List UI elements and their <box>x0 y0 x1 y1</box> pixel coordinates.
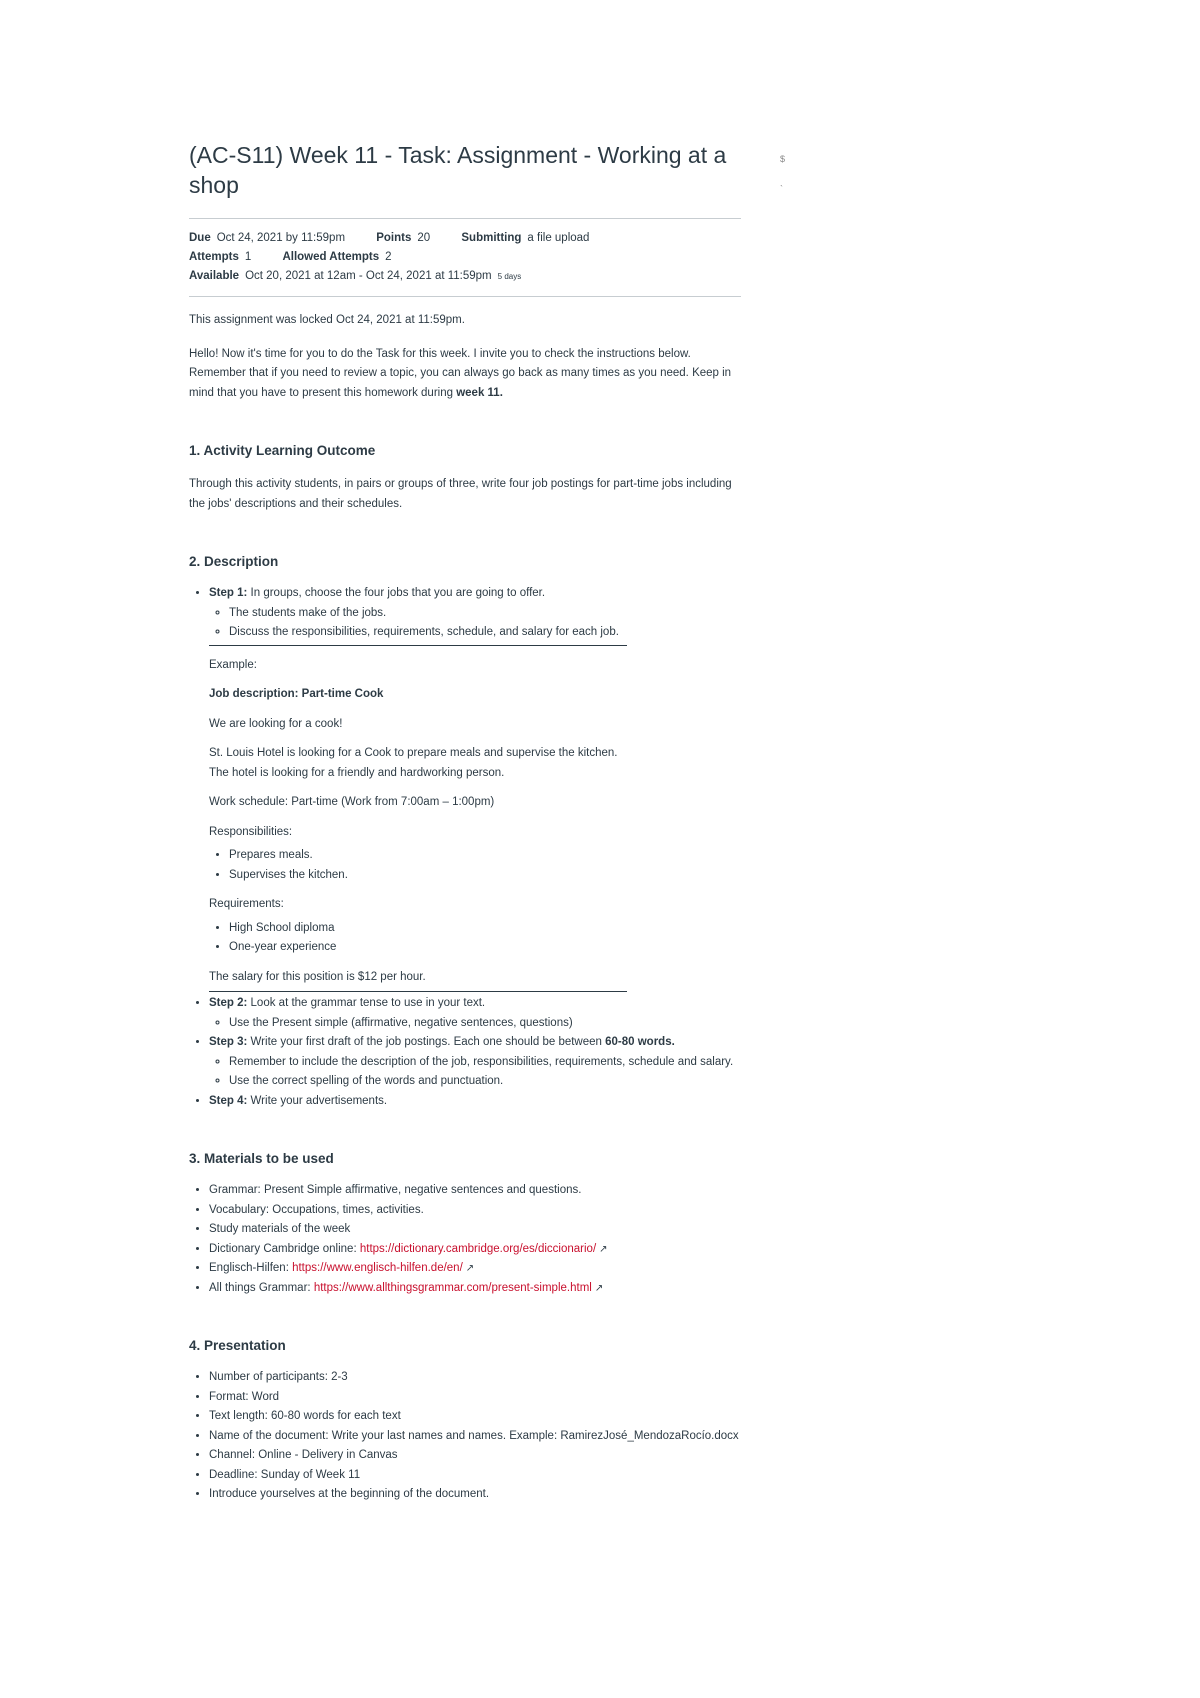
example-salary: The salary for this position is $12 per hour. <box>209 970 426 983</box>
sub-list <box>209 1053 741 1092</box>
steps-list-continued <box>189 994 741 1111</box>
sub-list <box>209 604 741 643</box>
list-item: • Englisch-Hilfen: https://www.englisch-hilfen.de/en/ ↗ <box>209 1259 741 1279</box>
outcome-text: Through this activity students, in pairs or groups of three, write four job postings for part-time jobs including the jobs' descriptions and their schedules. <box>189 478 732 510</box>
list-item: • Step 3: Write your first draft of the job postings. Each one should be between 60-80 words. ◦ Remember to include the description of the job, responsibilities, requirements, schedule and salary. ◦ Use the correct spelling of the words and punctuation. <box>209 1033 741 1092</box>
available-label: Available <box>189 270 240 282</box>
list-item: • Study materials of the week <box>209 1220 741 1240</box>
section-heading-description: 2. Description <box>189 554 279 569</box>
example-job-title: Job description: Part-time Cook <box>209 688 384 700</box>
submitting-value: a file upload <box>527 232 590 244</box>
englisch-hilfen-link[interactable]: https://www.englisch-hilfen.de/en/ <box>292 1262 463 1274</box>
list-item: ◦ The students make of the jobs. <box>229 604 741 624</box>
list-item: ◦ Use the Present simple (affirmative, negative sentences, questions) <box>229 1014 741 1034</box>
example-line: St. Louis Hotel is looking for a Cook to prepare meals and supervise the kitchen. The hotel is looking for a friendly and hardworking person. <box>209 747 618 779</box>
locked-notice: This assignment was locked Oct 24, 2021 at 11:59pm. <box>189 314 465 326</box>
external-link-icon: ↗ <box>599 1243 608 1255</box>
requirements-label: Requirements: <box>209 898 284 910</box>
list-item: ◦ Use the correct spelling of the words and punctuation. <box>229 1072 741 1092</box>
section-heading-outcome: 1. Activity Learning Outcome <box>189 443 376 458</box>
available-days: 5 days <box>497 272 522 281</box>
divider <box>189 296 741 297</box>
list-item: • Grammar: Present Simple affirmative, negative sentences and questions. <box>209 1181 741 1201</box>
details-row-3 <box>189 267 741 286</box>
example-box <box>209 645 627 993</box>
list-item: • Introduce yourselves at the beginning of the document. <box>209 1485 741 1505</box>
due-value: Oct 24, 2021 by 11:59pm <box>216 232 346 244</box>
list-item: • Supervises the kitchen. <box>229 866 627 886</box>
external-link-icon: ↗ <box>594 1282 604 1294</box>
responsibilities-list <box>209 846 627 885</box>
list-item: • Text length: 60-80 words for each text <box>209 1407 741 1427</box>
all-things-grammar-link[interactable]: https://www.allthingsgrammar.com/present-simple.html <box>313 1281 592 1294</box>
details-row-2 <box>189 248 741 267</box>
sub-list <box>209 1014 741 1034</box>
list-item: • Deadline: Sunday of Week 11 <box>209 1466 741 1486</box>
list-item: • All things Grammar: https://www.allthingsgrammar.com/present-simple.html ↗ <box>209 1279 741 1299</box>
list-item: ◦ Discuss the responsibilities, requirements, schedule, and salary for each job. <box>229 623 741 643</box>
list-item: • Step 4: Write your advertisements. <box>209 1092 741 1112</box>
example-line: We are looking for a cook! <box>209 717 343 730</box>
list-item: • Channel: Online - Delivery in Canvas <box>209 1446 741 1466</box>
section-heading-presentation: 4. Presentation <box>189 1338 286 1353</box>
submitting-label: Submitting <box>461 232 522 244</box>
cambridge-dictionary-link[interactable]: https://dictionary.cambridge.org/es/diccionario/ <box>359 1242 597 1255</box>
requirements-list <box>209 919 627 958</box>
page-title: (AC-S11) Week 11 - Task: Assignment - Working at a shop <box>189 142 727 198</box>
allowed-attempts-label: Allowed Attempts <box>282 251 380 263</box>
side-mark: $ <box>780 154 786 164</box>
external-link-icon: ↗ <box>465 1263 475 1274</box>
materials-list <box>189 1181 741 1298</box>
section-heading-materials: 3. Materials to be used <box>189 1151 334 1166</box>
presentation-list <box>189 1368 741 1505</box>
list-item: • One-year experience <box>229 938 627 958</box>
list-item: • Name of the document: Write your last names and names. Example: RamirezJosé_MendozaRocío.docx <box>209 1427 741 1447</box>
assignment-details <box>189 219 741 296</box>
steps-list <box>189 584 741 643</box>
list-item: • Prepares meals. <box>229 846 627 866</box>
list-item: • High School diploma <box>229 919 627 939</box>
points-value: 20 <box>417 232 431 244</box>
list-item: • Step 1: In groups, choose the four jobs that you are going to offer. ◦ The students make of the jobs. ◦ Discuss the responsibilities, requirements, schedule, and salary for each job. <box>209 584 741 643</box>
list-item: ◦ Remember to include the description of the job, responsibilities, requirements, schedule and salary. <box>229 1053 741 1073</box>
example-schedule: Work schedule: Part-time (Work from 7:00am – 1:00pm) <box>209 796 495 808</box>
example-label: Example: <box>209 658 257 671</box>
details-row-1 <box>189 229 741 248</box>
attempts-label: Attempts <box>189 251 239 263</box>
assignment-page <box>189 140 741 1505</box>
list-item: • Dictionary Cambridge online: https://dictionary.cambridge.org/es/diccionario/ ↗ <box>209 1240 741 1260</box>
allowed-attempts-value: 2 <box>385 251 392 263</box>
due-label: Due <box>189 232 211 244</box>
list-item: • Vocabulary: Occupations, times, activities. <box>209 1201 741 1221</box>
intro-paragraph: Hello! Now it's time for you to do the Task for this week. I invite you to check the instructions below. Remember that if you need to review a topic, you can always go back as many times as you need. Keep in mind that you have to present this homework during week 11. <box>189 347 732 399</box>
list-item: • Number of participants: 2-3 <box>209 1368 741 1388</box>
points-label: Points <box>376 232 412 244</box>
list-item: • Format: Word <box>209 1388 741 1408</box>
side-mark: ` <box>780 184 783 194</box>
available-value: Oct 20, 2021 at 12am - Oct 24, 2021 at 11:59pm <box>245 270 492 282</box>
assignment-description <box>189 311 741 1505</box>
attempts-value: 1 <box>244 251 252 263</box>
list-item: • Step 2: Look at the grammar tense to use in your text. ◦ Use the Present simple (affirmative, negative sentences, questions) <box>209 994 741 1033</box>
responsibilities-label: Responsibilities: <box>209 825 293 838</box>
